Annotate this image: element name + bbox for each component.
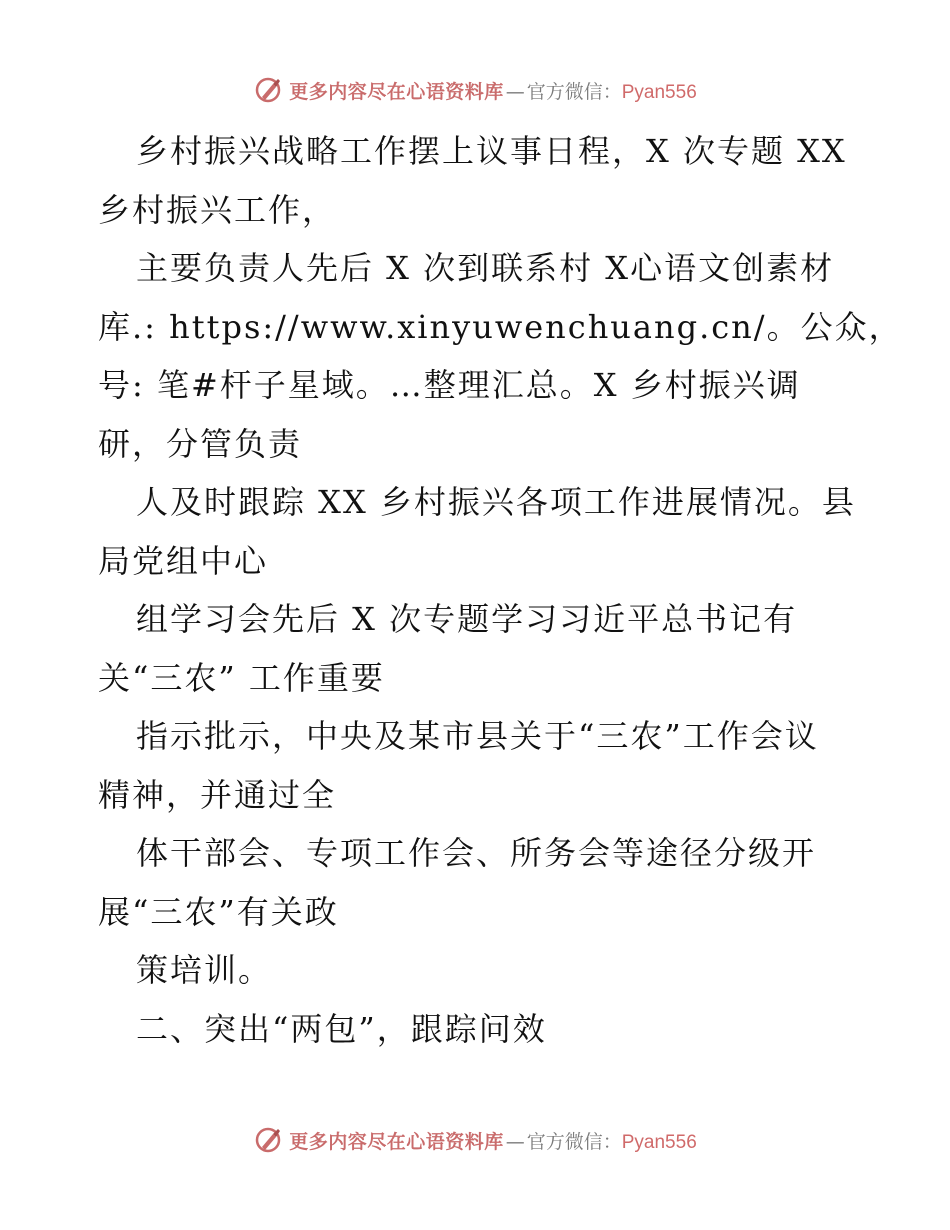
text-line: 策培训。 bbox=[136, 951, 273, 989]
text-line: 指示批示，中央及某市县关于“三农”工作会议 bbox=[136, 717, 819, 755]
text-line: 研，分管负责 bbox=[98, 424, 303, 463]
watermark-label: 官方微信： bbox=[526, 80, 622, 103]
text-line: 乡村振兴战略工作摆上议事日程，X 次专题 XX bbox=[136, 132, 847, 170]
watermark-dash: — bbox=[505, 80, 525, 103]
text-line: 号: 笔#杆子星域。…整理汇总。X 乡村振兴调 bbox=[98, 366, 801, 404]
header-watermark bbox=[0, 70, 950, 110]
text-line: 库.: https://www.xinyuwenchuang.cn/。公众， bbox=[98, 307, 903, 346]
text-line: 体干部会、专项工作会、所务会等途径分级开 bbox=[136, 834, 817, 872]
text-line: 精神，并通过全 bbox=[98, 775, 337, 814]
text-line: 局党组中心 bbox=[98, 541, 269, 580]
text-line: 展“三农”有关政 bbox=[98, 892, 339, 931]
pen-logo-icon bbox=[253, 75, 283, 105]
watermark-id: Pyan556 bbox=[621, 81, 697, 103]
watermark-id: Pyan556 bbox=[621, 1131, 697, 1153]
text-line: 关“三农” 工作重要 bbox=[98, 658, 385, 697]
text-line: 主要负责人先后 X 次到联系村 X心语文创素材 bbox=[136, 249, 835, 287]
watermark-dash: — bbox=[505, 1130, 525, 1153]
footer-watermark bbox=[0, 1120, 950, 1160]
watermark-main-text: 更多内容尽在心语资料库 bbox=[289, 1130, 504, 1153]
watermark-label: 官方微信： bbox=[526, 1130, 622, 1153]
text-line: 组学习会先后 X 次专题学习习近平总书记有 bbox=[136, 600, 798, 638]
section-heading: 二、突出“两包”，跟踪问效 bbox=[136, 1009, 547, 1048]
document-body bbox=[98, 122, 903, 1058]
watermark-main-text: 更多内容尽在心语资料库 bbox=[289, 80, 504, 103]
text-line: 乡村振兴工作， bbox=[98, 190, 337, 229]
text-line: 人及时跟踪 XX 乡村振兴各项工作进展情况。县 bbox=[136, 483, 856, 521]
pen-logo-icon bbox=[253, 1125, 283, 1155]
